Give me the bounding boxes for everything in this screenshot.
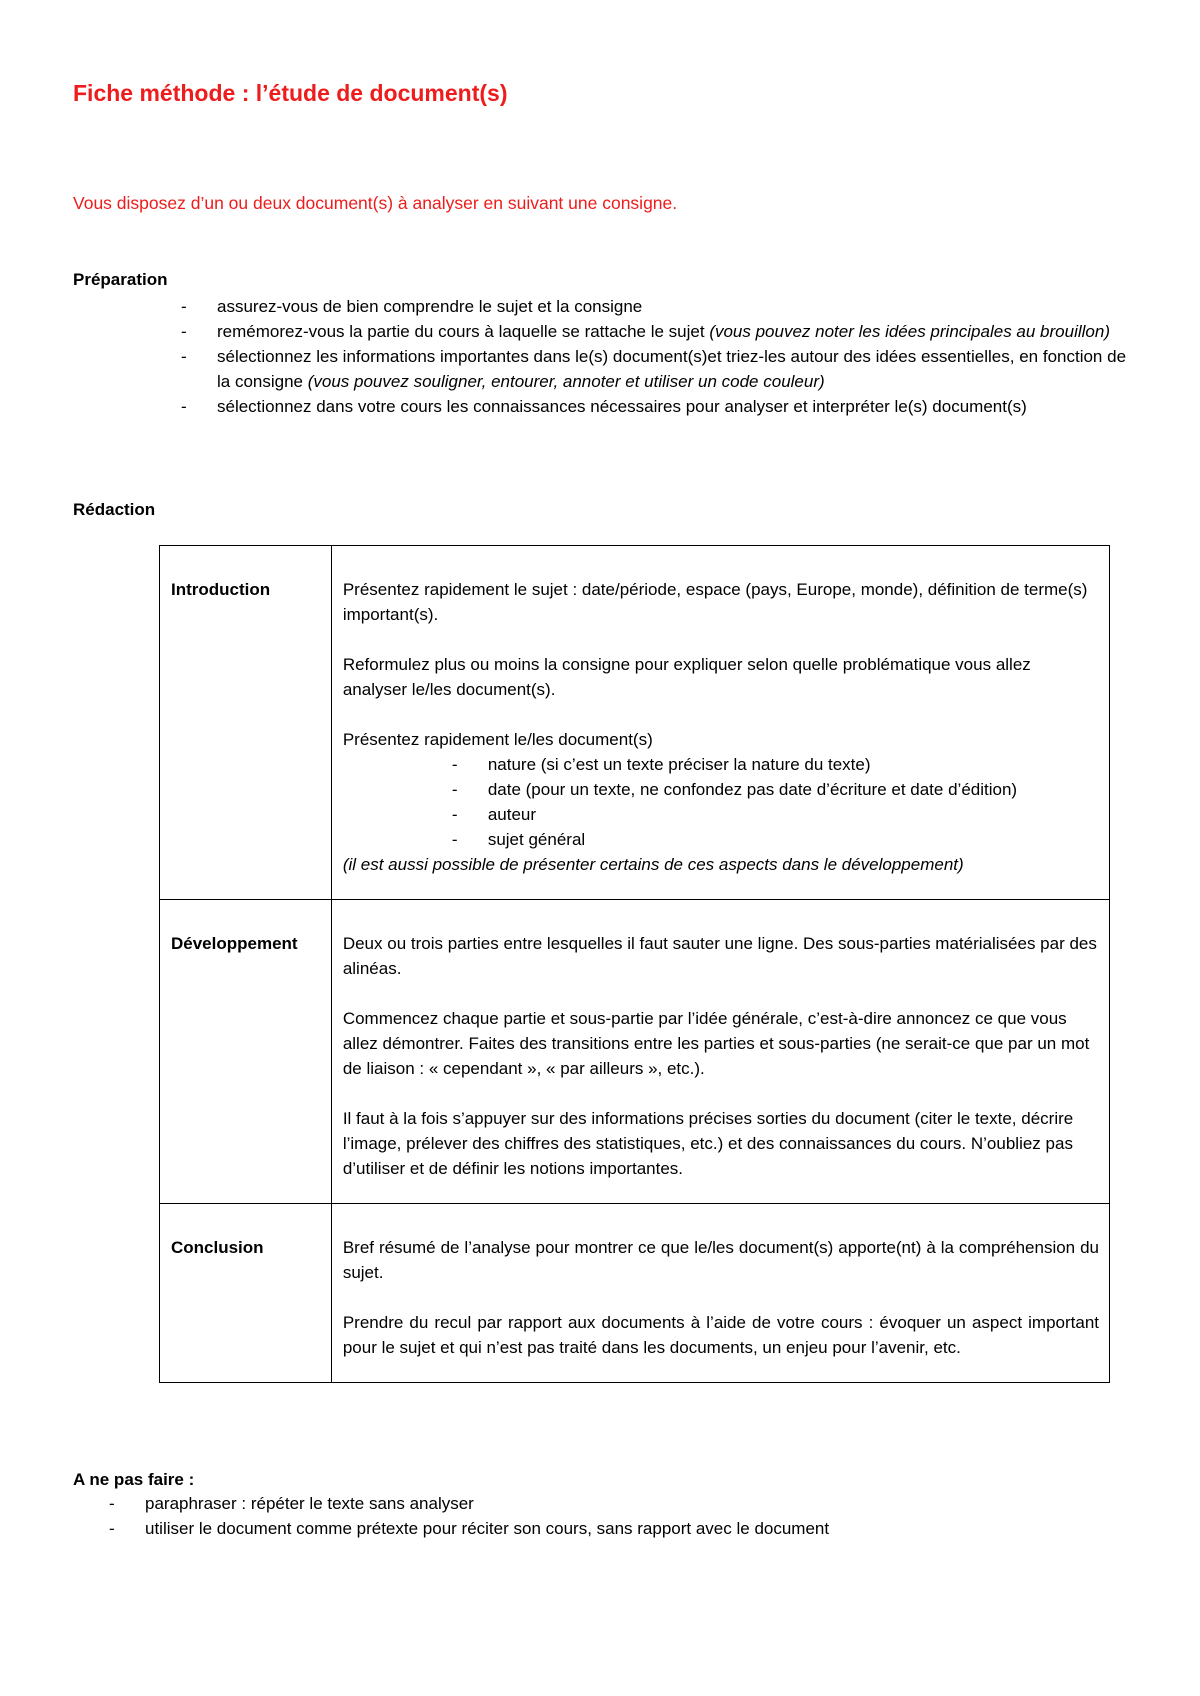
dash-bullet: - xyxy=(109,1519,115,1538)
dash-bullet: - xyxy=(451,805,458,824)
list-item-text: paraphraser : répéter le texte sans analyser xyxy=(145,1494,474,1513)
list-item xyxy=(451,752,1099,777)
dash-bullet: - xyxy=(181,347,187,366)
table-row xyxy=(160,900,1110,1204)
introduction-content xyxy=(331,546,1109,900)
avoid-list xyxy=(109,1491,1105,1541)
paragraph: Présentez rapidement le sujet : date/période, espace (pays, Europe, monde), définition de terme(s) important(s). xyxy=(342,580,1088,624)
avoid-heading: A ne pas faire : xyxy=(73,1470,195,1489)
paragraph: Bref résumé de l’analyse pour montrer ce que le/les document(s) apporte(nt) à la compréhension du sujet. xyxy=(342,1238,1099,1282)
conclusion-label: Conclusion xyxy=(160,1204,332,1383)
table-row xyxy=(160,546,1110,900)
list-item-text: utiliser le document comme prétexte pour réciter son cours, sans rapport avec le document xyxy=(145,1519,830,1538)
list-item xyxy=(181,294,1137,319)
preparation-heading: Préparation xyxy=(73,270,168,289)
list-item-text: sélectionnez dans votre cours les connaissances nécessaires pour analyser et interpréter le(s) document(s) xyxy=(217,397,1027,416)
document-aspects-list xyxy=(343,752,1099,852)
preparation-list xyxy=(181,294,1137,419)
list-item xyxy=(451,777,1099,802)
conclusion-content xyxy=(331,1204,1109,1383)
paragraph: Reformulez plus ou moins la consigne pour expliquer selon quelle problématique vous allez analyser le/les document(s). xyxy=(342,655,1031,699)
table-row xyxy=(160,1204,1110,1383)
list-item xyxy=(109,1516,1105,1541)
paragraph: Il faut à la fois s’appuyer sur des informations précises sorties du document (citer le texte, décrire l’image, prélever des chiffres des statistiques, etc.) et des connaissances du cours. N’oubliez pas d’utiliser et de définir les notions importantes. xyxy=(342,1109,1074,1178)
list-item-note: (vous pouvez noter les idées principales au brouillon) xyxy=(709,322,1110,341)
paragraph: Présentez rapidement le/les document(s) xyxy=(342,730,653,749)
introduction-label: Introduction xyxy=(160,546,332,900)
developpement-content xyxy=(331,900,1109,1204)
list-item-note: (vous pouvez souligner, entourer, annoter et utiliser un code couleur) xyxy=(307,372,825,391)
list-item-text: date (pour un texte, ne confondez pas date d’écriture et date d’édition) xyxy=(487,780,1018,799)
dash-bullet: - xyxy=(451,755,458,774)
paragraph: Prendre du recul par rapport aux documents à l’aide de votre cours : évoquer un aspect important pour le sujet et qui n’est pas traité dans les documents, un enjeu pour l’avenir, etc. xyxy=(342,1313,1099,1357)
list-item xyxy=(181,394,1137,419)
list-item xyxy=(181,344,1137,394)
dash-bullet: - xyxy=(181,397,187,416)
dash-bullet: - xyxy=(109,1494,115,1513)
list-item-text: auteur xyxy=(487,805,537,824)
paragraph: Commencez chaque partie et sous-partie par l’idée générale, c’est-à-dire annoncez ce que vous allez démontrer. Faites des transitions entre les parties et sous-parties (ne serait-ce que par un mot de liaison : « cependant », « par ailleurs », etc.). xyxy=(342,1009,1090,1078)
list-item-text: sélectionnez les informations importantes dans le(s) document(s)et triez-les autour des idées essentielles, en fonction de la consigne xyxy=(217,347,1127,391)
page-title: Fiche méthode : l’étude de document(s) xyxy=(73,80,508,106)
italic-note: (il est aussi possible de présenter certains de ces aspects dans le développement) xyxy=(342,855,964,874)
list-item xyxy=(451,802,1099,827)
dash-bullet: - xyxy=(181,322,187,341)
list-item xyxy=(181,319,1137,344)
list-item-text: remémorez-vous la partie du cours à laquelle se rattache le sujet xyxy=(217,322,710,341)
developpement-label: Développement xyxy=(160,900,332,1204)
dash-bullet: - xyxy=(181,297,187,316)
redaction-table xyxy=(159,545,1110,1383)
dash-bullet: - xyxy=(451,830,458,849)
list-item-text: sujet général xyxy=(487,830,586,849)
intro-text: Vous disposez d’un ou deux document(s) à analyser en suivant une consigne. xyxy=(73,193,678,213)
dash-bullet: - xyxy=(451,780,458,799)
redaction-heading: Rédaction xyxy=(73,500,156,519)
list-item xyxy=(451,827,1099,852)
paragraph: Deux ou trois parties entre lesquelles il faut sauter une ligne. Des sous-parties matérialisées par des alinéas. xyxy=(342,934,1097,978)
list-item-text: nature (si c’est un texte préciser la nature du texte) xyxy=(487,755,871,774)
list-item-text: assurez-vous de bien comprendre le sujet et la consigne xyxy=(217,297,643,316)
list-item xyxy=(109,1491,1105,1516)
